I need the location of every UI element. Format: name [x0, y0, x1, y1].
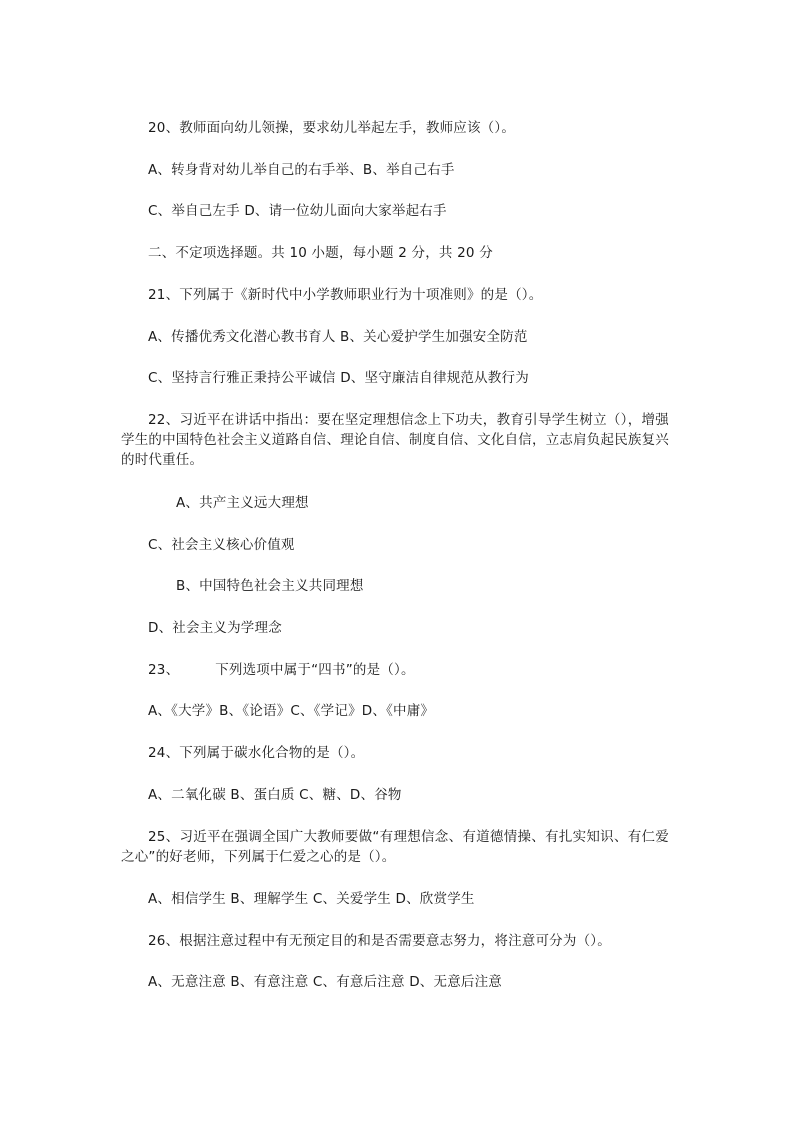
question-20-options-ab: A、转身背对幼儿举自己的右手举、B、举自己右手: [148, 162, 455, 178]
question-25: 25、习近平在强调全国广大教师要做“有理想信念、有道德情操、有扎实知识、有仁爱之心”的好老师，下列属于仁爱之心的是（）。: [121, 829, 669, 865]
question-22-option-c: C、社会主义核心价值观: [148, 537, 295, 553]
section-heading-multiple-choice: 二、不定项选择题。共 10 小题，每小题 2 分，共 20 分: [148, 245, 493, 261]
question-26-options: A、无意注意 B、有意注意 C、有意后注意 D、无意后注意: [148, 974, 502, 990]
question-25-options: A、相信学生 B、理解学生 C、关爱学生 D、欣赏学生: [148, 891, 475, 907]
question-22-option-a: A、共产主义远大理想: [176, 495, 309, 511]
question-24-options: A、二氧化碳 B、蛋白质 C、糖、D、谷物: [148, 787, 402, 803]
question-23-options: A、《大学》B、《论语》C、《学记》D、《中庸》: [148, 703, 435, 719]
question-22-option-d: D、社会主义为学理念: [148, 620, 282, 636]
question-24: 24、下列属于碳水化合物的是（）。: [148, 745, 365, 761]
question-26: 26、根据注意过程中有无预定目的和是否需要意志努力，将注意可分为（）。: [148, 933, 611, 949]
question-23: 23、 下列选项中属于“四书”的是（）。: [148, 662, 415, 678]
question-21: 21、下列属于《新时代中小学教师职业行为十项准则》的是（）。: [148, 287, 543, 303]
question-22-option-b: B、中国特色社会主义共同理想: [176, 578, 364, 594]
question-21-options-ab: A、传播优秀文化潜心教书育人 B、关心爱护学生加强安全防范: [148, 329, 528, 345]
question-21-options-cd: C、坚持言行雅正秉持公平诚信 D、坚守廉洁自律规范从教行为: [148, 370, 529, 386]
question-22: 22、习近平在讲话中指出：要在坚定理想信念上下功夫，教育引导学生树立（），增强学生的中国特色社会主义道路自信、理论自信、制度自信、文化自信，立志肩负起民族复兴的时代重任。: [121, 412, 669, 468]
question-20-options-cd: C、举自己左手 D、请一位幼儿面向大家举起右手: [148, 203, 447, 219]
question-20: 20、教师面向幼儿领操，要求幼儿举起左手，教师应该（）。: [148, 120, 516, 136]
